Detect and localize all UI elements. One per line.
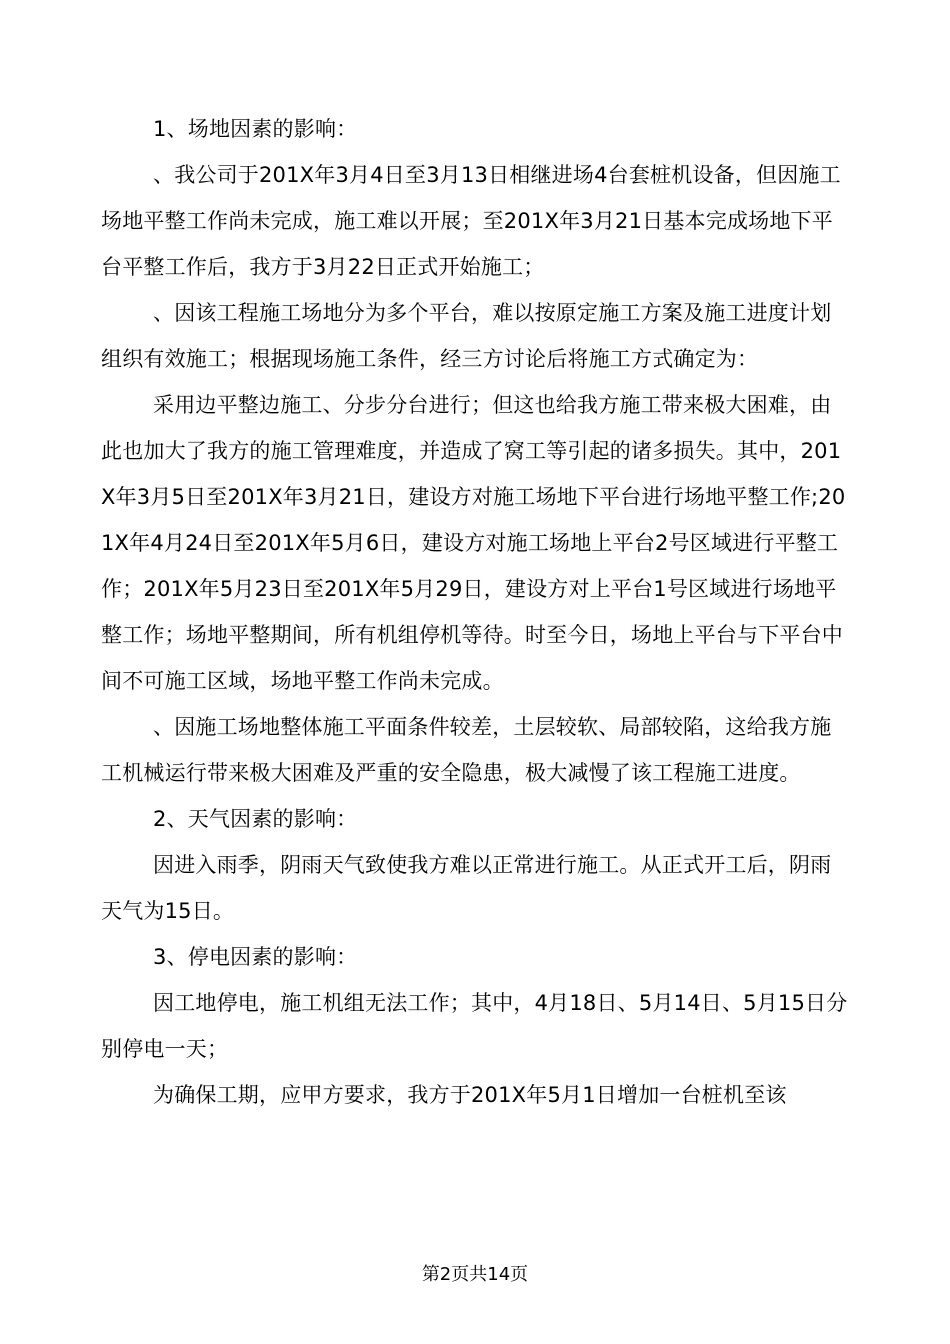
document-body bbox=[101, 106, 851, 1118]
paragraph-construction-method: 采用边平整边施工、分步分台进行；但这也给我方施工带来极大困难，由此也加大了我方的施工管理难度，并造成了窝工等引起的诸多损失。其中，201X年3月5日至201X年3月21日，建设方对施工场地下平台进行场地平整工作;201X年4月24日至201X年5月6日，建设方对施工场地上平台2号区域进行平整工作；201X年5月23日至201X年5月29日，建设方对上平台1号区域进行场地平整工作；场地平整期间，所有机组停机等待。时至今日，场地上平台与下平台中间不可施工区域，场地平整工作尚未完成。 bbox=[101, 393, 846, 693]
page-number-footer: 第2页共14页 bbox=[421, 1264, 529, 1285]
paragraph-rainy-season: 因进入雨季，阴雨天气致使我方难以正常进行施工。从正式开工后，阴雨天气为15日。 bbox=[101, 853, 832, 923]
paragraph-outage-dates: 因工地停电，施工机组无法工作；其中，4月18日、5月14日、5月15日分别停电一天； bbox=[101, 991, 848, 1061]
paragraph-equipment-entry: 、我公司于201X年3月4日至3月13日相继进场4台套桩机设备，但因施工场地平整工作尚未完成，施工难以开展；至201X年3月21日基本完成场地下平台平整工作后，我方于3月22日正式开始施工； bbox=[101, 163, 841, 279]
paragraph-additional-rig: 为确保工期，应甲方要求，我方于201X年5月1日增加一台桩机至该 bbox=[153, 1083, 787, 1107]
paragraph-site-conditions: 、因施工场地整体施工平面条件较差，土层较软、局部较陷，这给我方施工机械运行带来极大困难及严重的安全隐患，极大减慢了该工程施工进度。 bbox=[101, 715, 832, 785]
paragraph-multi-platform: 、因该工程施工场地分为多个平台，难以按原定施工方案及施工进度计划组织有效施工；根据现场施工条件，经三方讨论后将施工方式确定为： bbox=[101, 301, 832, 371]
section-heading-site-factors: 1、场地因素的影响： bbox=[153, 117, 358, 141]
section-heading-power-outage: 3、停电因素的影响： bbox=[153, 945, 358, 969]
section-heading-weather-factors: 2、天气因素的影响： bbox=[153, 807, 358, 831]
